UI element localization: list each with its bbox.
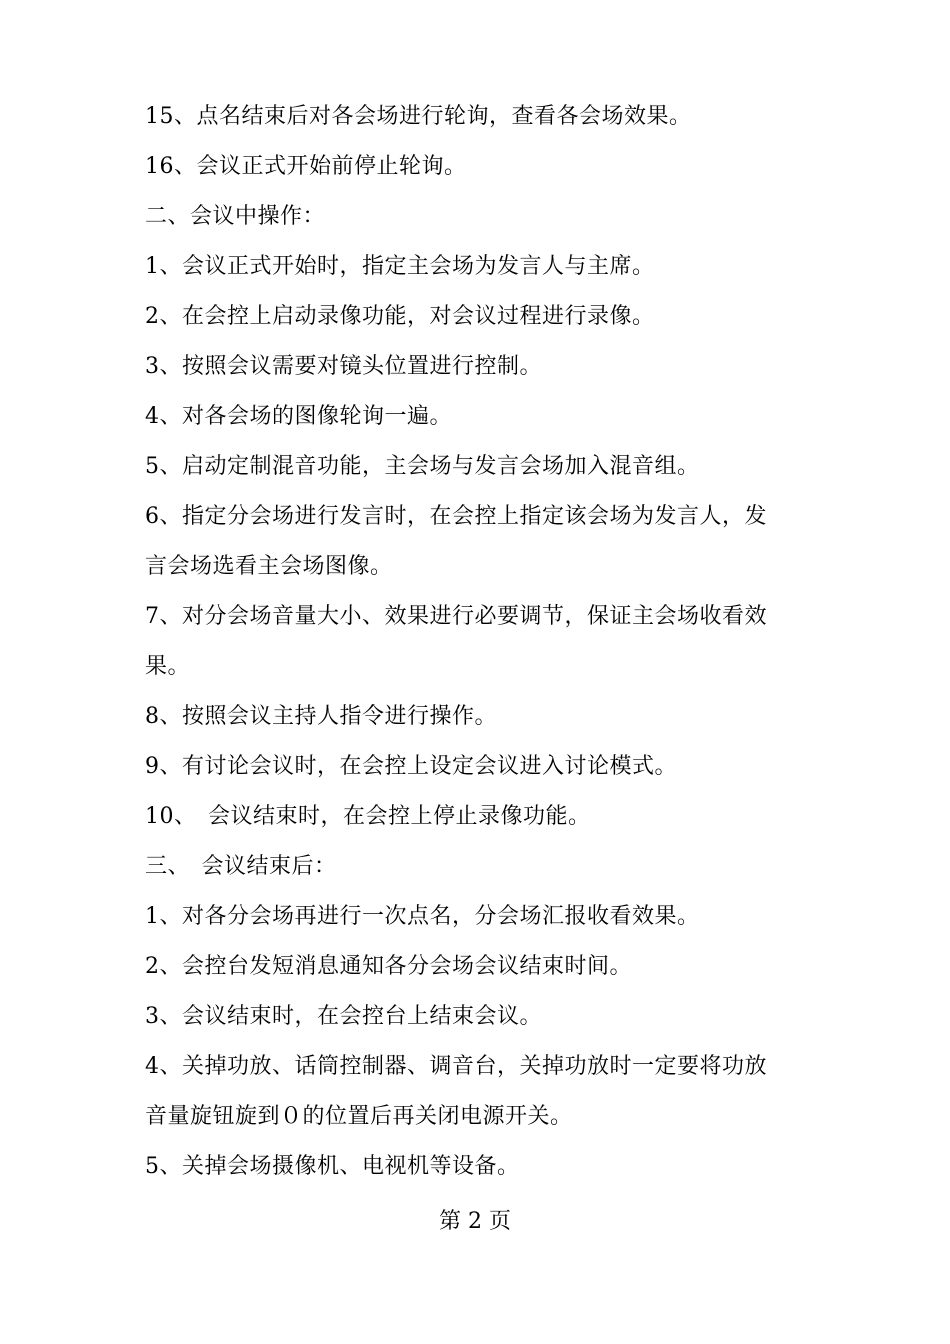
text-line: 4、对各会场的图像轮询一遍。 (145, 404, 452, 429)
text-line: 5、启动定制混音功能，主会场与发言会场加入混音组。 (145, 454, 700, 479)
text-line: 3、按照会议需要对镜头位置进行控制。 (145, 354, 542, 379)
text-line: 16、会议正式开始前停止轮询。 (145, 154, 467, 179)
text-line: 2、在会控上启动录像功能，对会议过程进行录像。 (145, 304, 655, 329)
text-line: 果。 (145, 654, 191, 679)
text-line: 15、点名结束后对各会场进行轮询，查看各会场效果。 (145, 104, 692, 129)
text-line: 1、会议正式开始时，指定主会场为发言人与主席。 (145, 254, 655, 279)
text-line: 4、关掉功放、话筒控制器、调音台，关掉功放时一定要将功放 (145, 1054, 767, 1079)
text-line: 6、指定分会场进行发言时，在会控上指定该会场为发言人，发 (145, 504, 767, 529)
section-heading: 三、 会议结束后： (145, 854, 337, 879)
text-line: 8、按照会议主持人指令进行操作。 (145, 704, 497, 729)
text-line: 3、会议结束时，在会控台上结束会议。 (145, 1004, 542, 1029)
text-line: 5、关掉会场摄像机、电视机等设备。 (145, 1154, 520, 1179)
text-line: 10、 会议结束时，在会控上停止录像功能。 (145, 804, 591, 829)
document-body (145, 92, 825, 1192)
page-number: 第 2 页 (439, 1209, 511, 1234)
text-line: 1、对各分会场再进行一次点名，分会场汇报收看效果。 (145, 904, 700, 929)
text-line: 7、对分会场音量大小、效果进行必要调节，保证主会场收看效 (145, 604, 767, 629)
text-line: 2、会控台发短消息通知各分会场会议结束时间。 (145, 954, 632, 979)
section-heading: 二、会议中操作： (145, 204, 326, 229)
text-line: 言会场选看主会场图像。 (145, 554, 393, 579)
text-line: 音量旋钮旋到０的位置后再关闭电源开关。 (145, 1104, 573, 1129)
text-line: 9、有讨论会议时，在会控上设定会议进入讨论模式。 (145, 754, 677, 779)
